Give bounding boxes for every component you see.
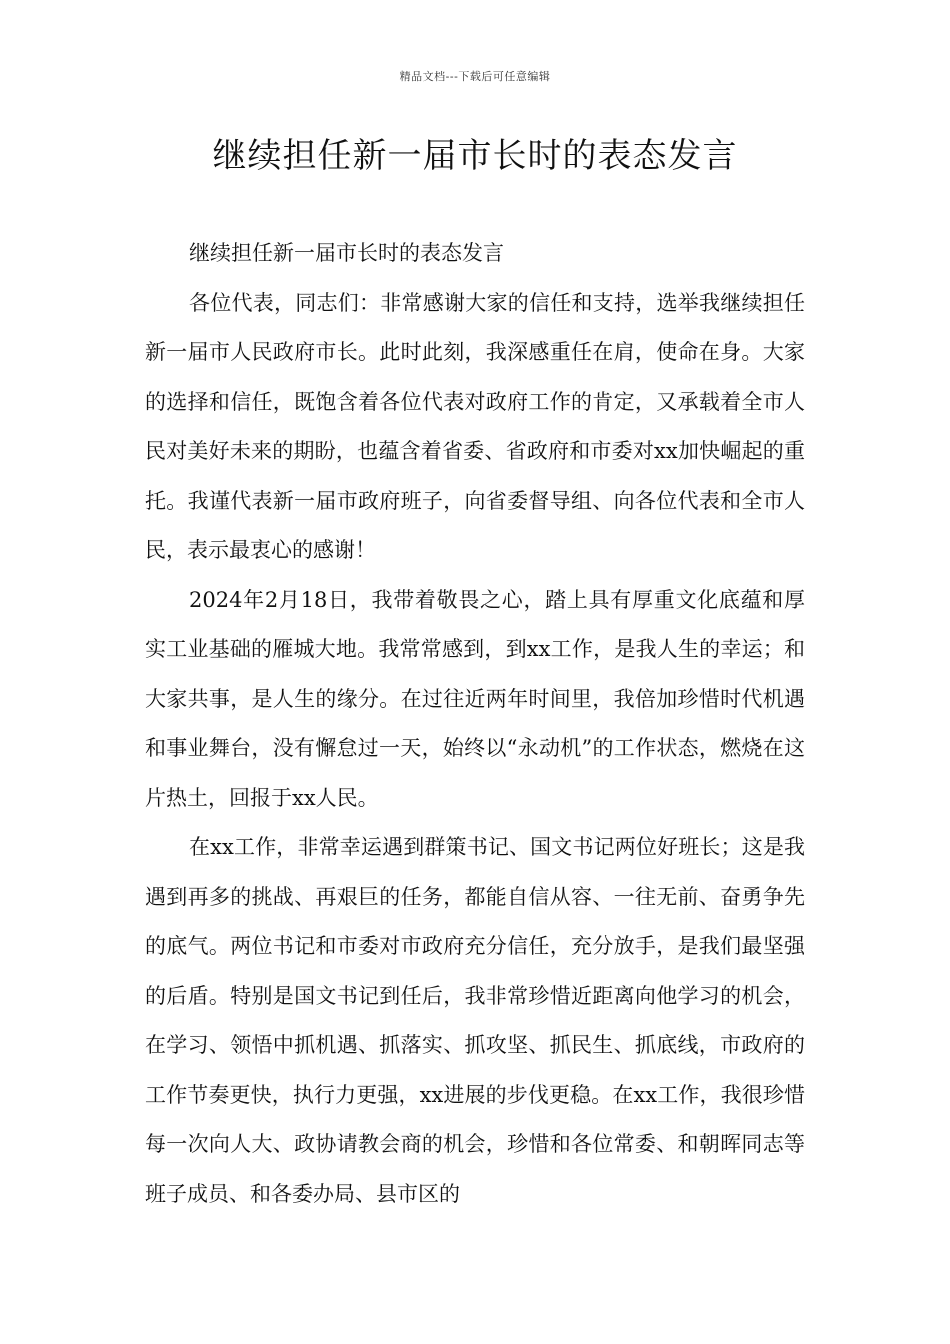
header-note: 精品文档---下载后可任意编辑 <box>399 70 551 83</box>
paragraph-arrival: 2024年2月18日，我带着敬畏之心，踏上具有厚重文化底蕴和厚实工业基础的雁城大地。我常常感到，到xx工作，是我人生的幸运；和大家共事，是人生的缘分。在过往近两年时间里，我倍加珍惜时代机遇和事业舞台，没有懈怠过一天，始终以“永动机”的工作状态，燃烧在这片热土，回报于xx人民。 <box>145 587 805 810</box>
paragraph-subtitle: 继续担任新一届市长时的表态发言 <box>189 241 504 265</box>
document-body <box>145 229 805 1219</box>
paragraph-leadership: 在xx工作，非常幸运遇到群策书记、国文书记两位好班长；这是我遇到再多的挑战、再艰巨的任务，都能自信从容、一往无前、奋勇争先的底气。两位书记和市委对市政府充分信任，充分放手，是我们最坚强的后盾。特别是国文书记到任后，我非常珍惜近距离向他学习的机会，在学习、领悟中抓机遇、抓落实、抓攻坚、抓民生、抓底线，市政府的工作节奏更快，执行力更强，xx进展的步伐更稳。在xx工作，我很珍惜每一次向人大、政协请教会商的机会，珍惜和各位常委、和朝晖同志等班子成员、和各委办局、县市区的 <box>145 835 805 1206</box>
paragraph-opening: 各位代表，同志们：非常感谢大家的信任和支持，选举我继续担任新一届市人民政府市长。此时此刻，我深感重任在肩，使命在身。大家的选择和信任，既饱含着各位代表对政府工作的肯定，又承载着全市人民对美好未来的期盼，也蕴含着省委、省政府和市委对xx加快崛起的重托。我谨代表新一届市政府班子，向省委督导组、向各位代表和全市人民，表示最衷心的感谢！ <box>145 290 805 562</box>
document-title: 继续担任新一届市长时的表态发言 <box>212 136 738 176</box>
